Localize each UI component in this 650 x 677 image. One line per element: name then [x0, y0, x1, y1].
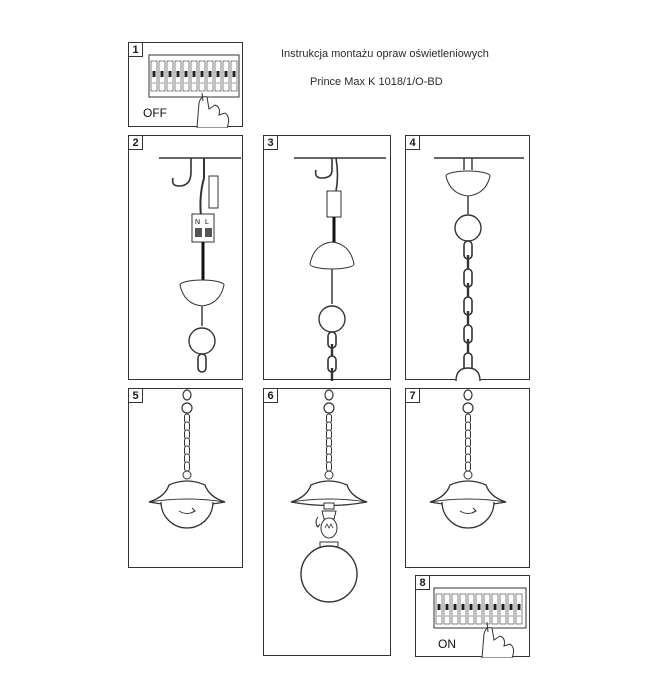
chain	[466, 414, 471, 471]
circuit-breaker-icon	[149, 55, 239, 97]
canopy	[446, 158, 490, 196]
svg-text:L: L	[205, 219, 209, 226]
svg-text:N: N	[195, 219, 201, 226]
step-1-panel	[128, 42, 243, 127]
bulb-install-illustration	[264, 389, 392, 657]
step-number: 7	[405, 388, 420, 403]
manual-title: Instrukcja montażu opraw oświetleniowych	[281, 48, 489, 60]
chain	[464, 241, 472, 371]
lamp-shade	[430, 481, 506, 506]
canopy-mount-illustration	[264, 136, 392, 381]
hand-icon	[197, 93, 229, 128]
chain	[327, 414, 332, 471]
step-3-panel	[263, 135, 391, 380]
on-label: ON	[438, 637, 456, 651]
glass-globe	[301, 542, 357, 602]
glass-globe	[161, 502, 213, 528]
step-number: 1	[128, 42, 143, 57]
canopy	[310, 242, 354, 269]
breaker-on-illustration	[416, 576, 531, 658]
lamp-shade	[291, 481, 367, 506]
glass-globe	[442, 502, 494, 528]
ornament-ball	[189, 328, 215, 354]
pendant-lamp	[291, 390, 367, 509]
wiring-illustration	[129, 136, 244, 381]
step-number: 3	[263, 135, 278, 150]
wire-sleeve	[327, 191, 341, 217]
step-7-panel	[405, 388, 530, 568]
ornament-ball	[455, 215, 481, 241]
chain	[328, 332, 336, 381]
finished-lamp-illustration	[406, 389, 531, 569]
step-number: 5	[128, 388, 143, 403]
model-name: Prince Max K 1018/1/O-BD	[310, 76, 443, 88]
globe-install-illustration	[129, 389, 244, 569]
ornament-ball	[319, 306, 345, 332]
off-label: OFF	[143, 106, 167, 120]
circuit-breaker-icon	[434, 588, 526, 628]
wire-sleeve	[209, 176, 218, 208]
pendant-lamp	[430, 390, 506, 528]
ceiling-hook-icon	[173, 158, 191, 186]
hand-icon	[482, 622, 514, 658]
step-6-panel	[263, 388, 391, 656]
canopy	[180, 280, 224, 306]
pendant-lamp	[149, 390, 225, 528]
ceiling-hook-icon	[316, 158, 332, 178]
step-number: 2	[128, 135, 143, 150]
step-number: 4	[405, 135, 420, 150]
step-5-panel	[128, 388, 243, 568]
step-number: 6	[263, 388, 278, 403]
step-number: 8	[415, 575, 430, 590]
light-bulb-icon	[316, 511, 337, 538]
step-4-panel	[405, 135, 530, 380]
step-2-panel	[128, 135, 243, 380]
chain	[185, 414, 190, 471]
lamp-shade	[149, 481, 225, 506]
chain-attach-illustration	[406, 136, 531, 381]
chain-link	[198, 354, 206, 372]
step-8-panel	[415, 575, 530, 657]
terminal-block	[192, 214, 214, 242]
